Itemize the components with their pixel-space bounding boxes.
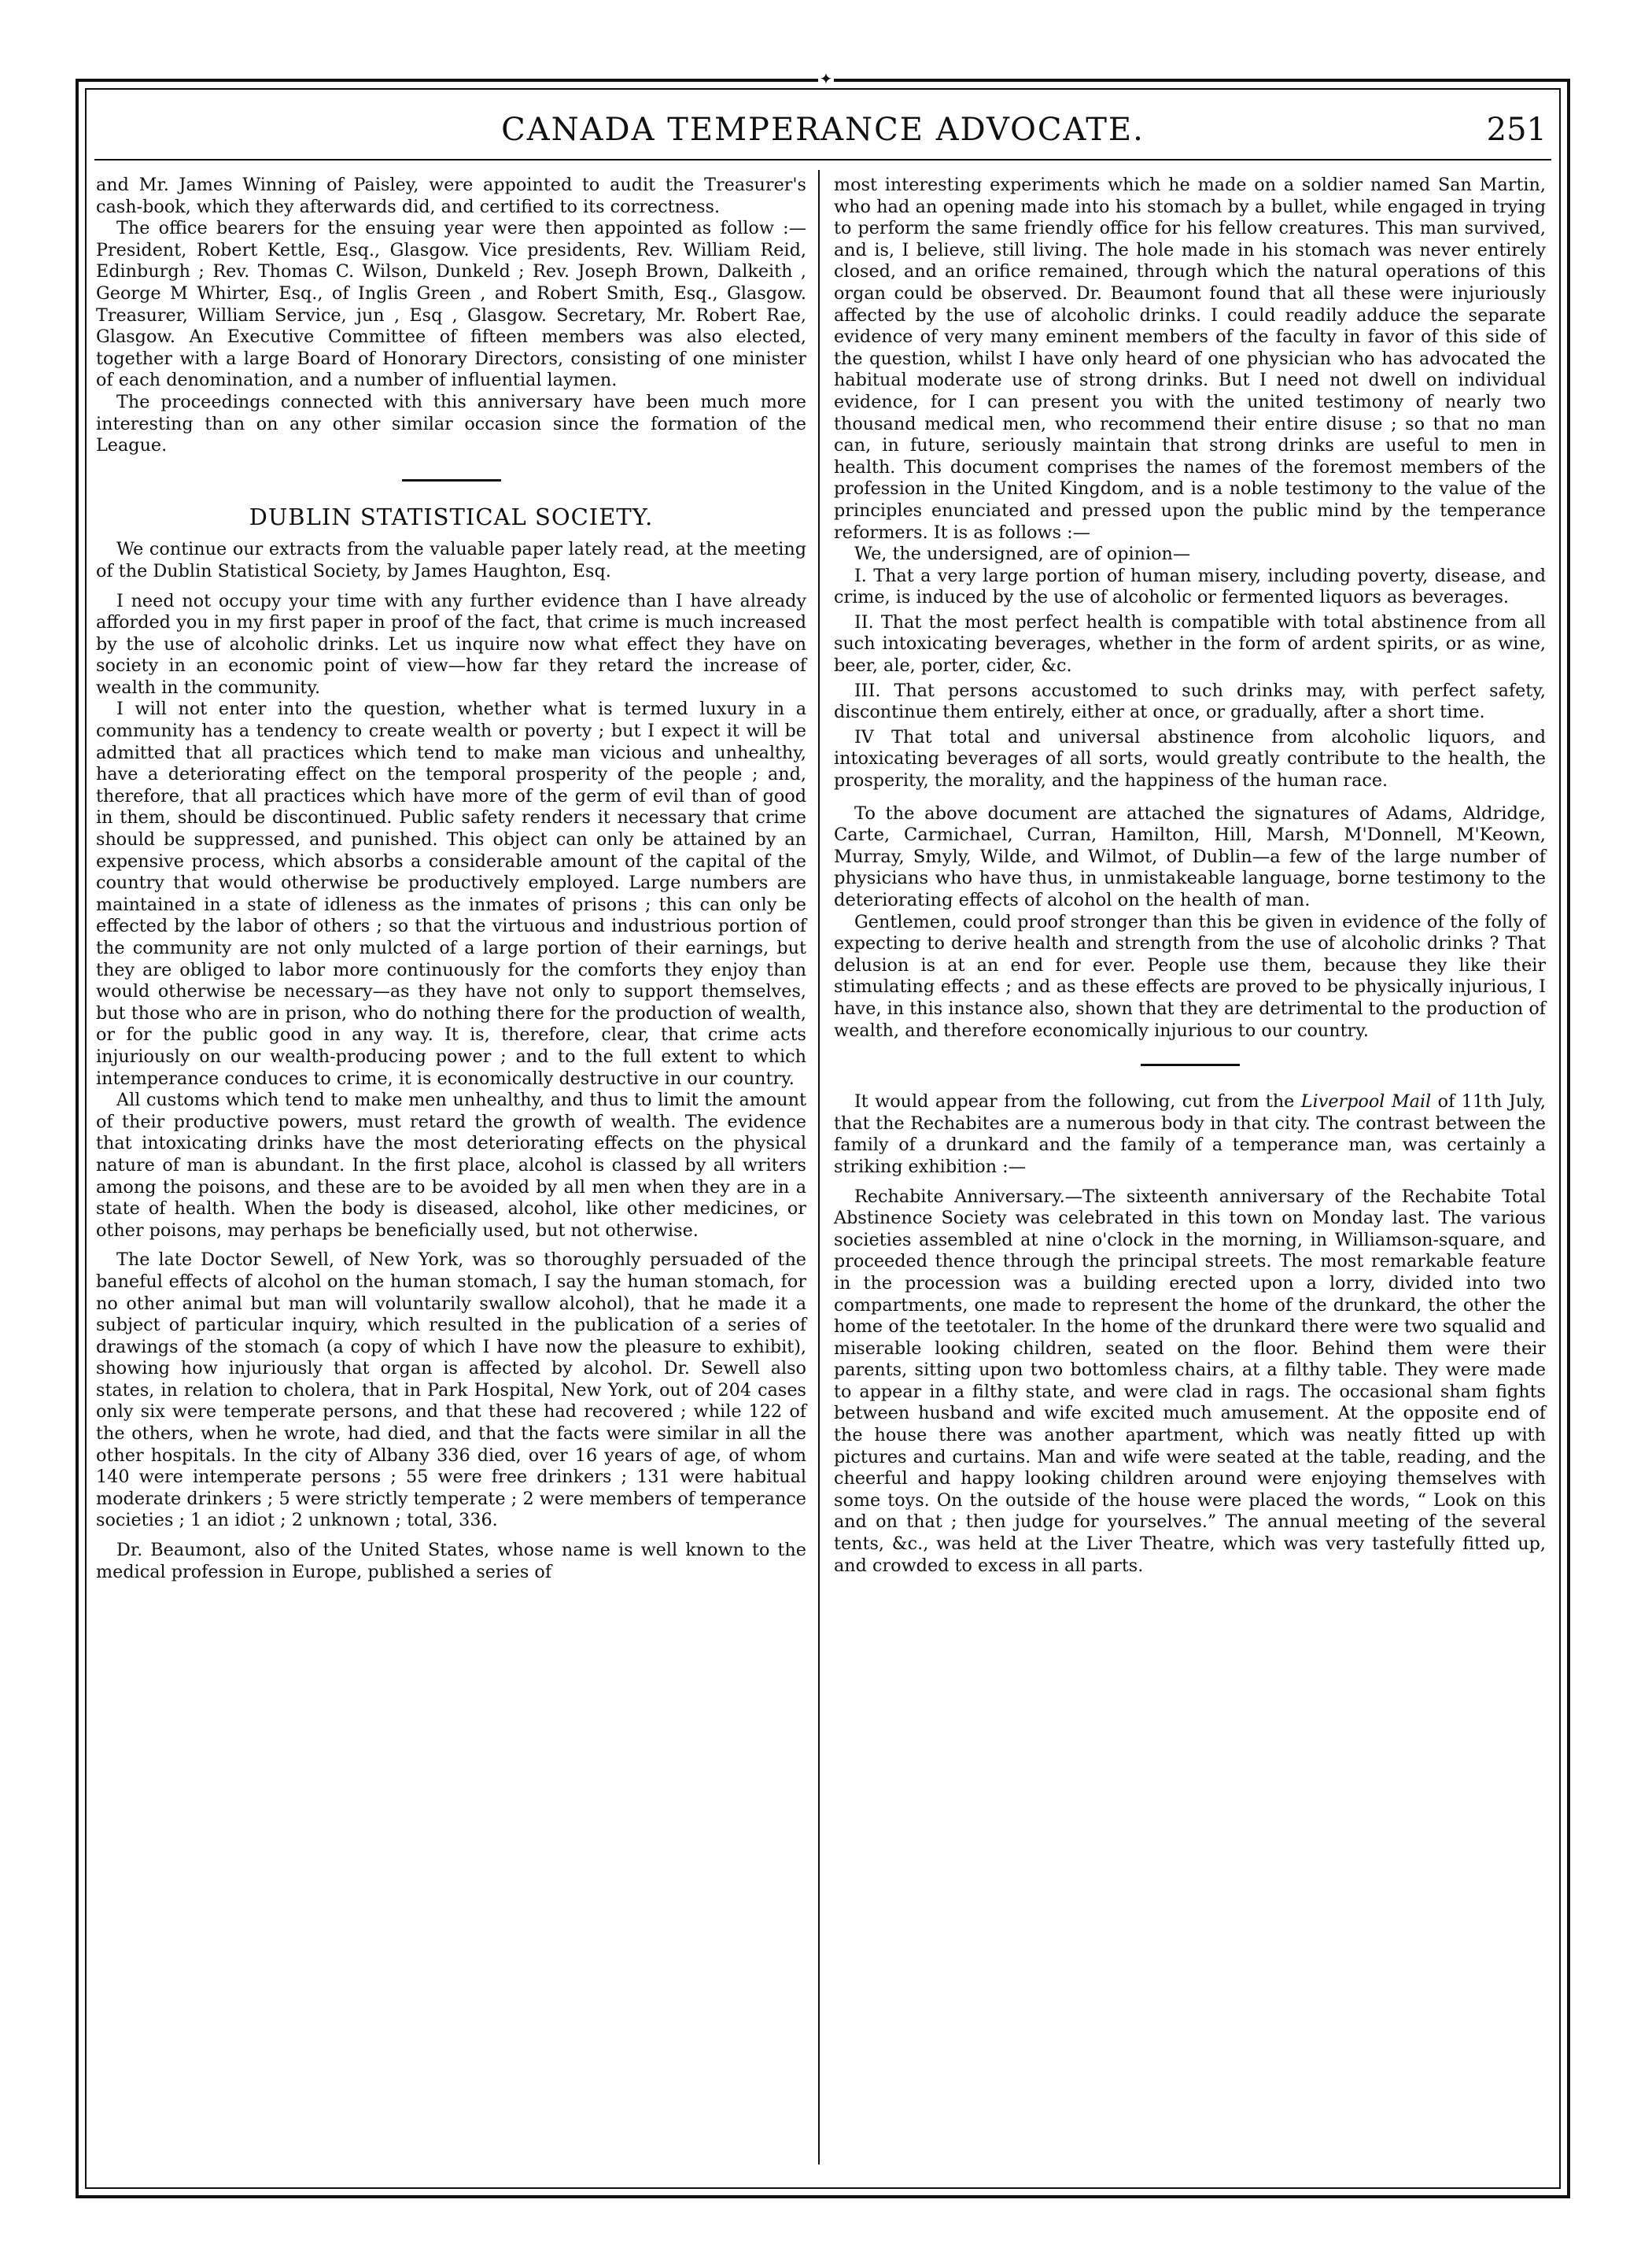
paragraph-text: It would appear from the following, cut from the — [854, 1091, 1301, 1113]
section-rule — [402, 479, 501, 482]
paragraph: We, the undersigned, are of opinion— — [854, 544, 1191, 565]
column-divider — [818, 170, 820, 2165]
paragraph: Rechabite Anniversary.—The sixteenth anniversary of the Rechabite Total Abstinence Society was celebrated in this town on Monday last. The various societies assembled at nine o'clock in the morning, in Williamson-square, and proceeded thence through the principal streets. The most remarkable feature in the procession was a building erected upon a lorry, divided into two compartments, one made to represent the home of the drunkard, the other the home of the teetotaler. In the home of the drunkard there were two squalid and miserable looking children, seated on the floor. Behind them were their parents, sitting upon two bottomless chairs, at a filthy table. They were made to appear in a filthy state, and were clad in rags. The occasional sham fights between husband and wife excited much amusement. At the opposite end of the house there was another apartment, which was neatly fitted up with pictures and curtains. Man and wife were seated at the table, reading, and the cheerful and happy looking children around were enjoying themselves with some toys. On the outside of the house were placed the words, “ Look on this and on that ; then judge for yourselves.” The annual meeting of the several tents, &c., was held at the Liver Theatre, which was very tastefully fitted up, and crowded to excess in all parts. — [834, 1186, 1546, 1576]
paragraph: and Mr. James Winning of Paisley, were appointed to audit the Treasurer's cash-book, which they afterwards did, and certified to its correctness. — [96, 175, 806, 217]
border-ornament-icon: ✦ — [819, 69, 833, 88]
resolution-item: III. That persons accustomed to such drinks may, with perfect safety, discontinue them entirely, either at once, or gradually, after a short time. — [834, 680, 1546, 723]
page-number: 251 — [1486, 112, 1547, 148]
resolution-item: I. That a very large portion of human misery, including poverty, disease, and crime, is induced by the use of alcoholic or fermented liquors as beverages. — [834, 565, 1546, 608]
paragraph: Dr. Beaumont, also of the United States, whose name is well known to the medical profession in Europe, published a series of — [96, 1540, 806, 1582]
paragraph: We continue our extracts from the valuable paper lately read, at the meeting of the Dublin Statistical Society, by James Haughton, Esq. — [96, 539, 806, 581]
paragraph: I will not enter into the question, whether what is termed luxury in a community has a tendency to create wealth or poverty ; but I expect it will be admitted that all practices which tend to make man vicious and unhealthy, have a deteriorating effect on the temporal prosperity of the people ; and, therefore, that all practices which have more of the germ of evil than of good in them, should be discontinued. Public safety renders it necessary that crime should be suppressed, and punished. This object can only be attained by an expensive process, which absorbs a considerable amount of the capital of the country that would otherwise be productively employed. Large numbers are maintained in a state of idleness as the inmates of prisons ; this can only be effected by the labor of others ; so that the virtuous and industrious portion of the community are not only mulcted of a large portion of their earnings, but they are obliged to labor more continuously for the comforts they enjoy than would otherwise be necessary—as they have not only to support themselves, but those who are in prison, who do nothing there for the production of wealth, or for the public good in any way. It is, therefore, clear, that crime acts injuriously on our wealth-producing power ; and to the full extent to which intemperance conduces to crime, it is economically destructive in our country. — [96, 699, 806, 1089]
paragraph: Gentlemen, could proof stronger than this be given in evidence of the folly of expecting to derive health and strength from the use of alcoholic drinks ? That delusion is at an end for ever. People use them, because they like their stimulating effects ; and as these effects are proved to be physically injurious, I have, in this instance also, shown that they are detrimental to the production of wealth, and therefore economically injurious to our country. — [834, 911, 1546, 1041]
paragraph: All customs which tend to make men unhealthy, and thus to limit the amount of their productive powers, must retard the growth of wealth. The evidence that intoxicating drinks have the most deteriorating effects on the physical nature of man is abundant. In the first place, alcohol is classed by all writers among the poisons, and these are to be avoided by all men when they are in a state of health. When the body is diseased, alcohol, like other medicines, or other poisons, may perhaps be beneficially used, but not otherwise. — [96, 1090, 806, 1241]
paragraph: To the above document are attached the signatures of Adams, Aldridge, Carte, Carmichael, Curran, Hamilton, Hill, Marsh, M'Donnell, M'Keown, Murray, Smyly, Wilde, and Wilmot, of Dublin—a few of the large number of physicians who have thus, in unmistakeable language, borne testimony to the deteriorating effects of alcohol on the health of man. — [834, 803, 1546, 910]
resolution-item: IV That total and universal abstinence from alcoholic liquors, and intoxicating beverages of all sorts, would greatly contribute to the health, the prosperity, the morality, and the happiness of the human race. — [834, 726, 1546, 792]
left-column — [96, 175, 806, 1583]
right-column — [834, 175, 1546, 1577]
paragraph: most interesting experiments which he made on a soldier named San Martin, who had an opening made into his stomach by a bullet, while engaged in trying to perform the same friendly office for his fellow creatures. This man survived, and is, I believe, still living. The hole made in his stomach was never entirely closed, and an orifice remained, through which the natural operations of this organ could be observed. Dr. Beaumont found that all these were injuriously affected by the use of alcoholic drinks. I could readily adduce the separate evidence of very many eminent members of the faculty in favor of this side of the question, whilst I have only heard of one physician who has advocated the habitual moderate use of strong drinks. But I need not dwell on individual evidence, for I can present you with the united testimony of nearly two thousand medical men, who recommend their entire disuse ; so that no man can, in future, seriously maintain that strong drinks are useful to men in health. This document comprises the names of the foremost members of the profession in the United Kingdom, and is a noble testimony to the value of the principles enunciated and pressed upon the public mind by the temperance reformers. It is as follows :— — [834, 175, 1546, 543]
newspaper-title: Liverpool Mail — [1300, 1091, 1432, 1113]
section-heading: DUBLIN STATISTICAL SOCIETY. — [249, 503, 654, 530]
paragraph: The late Doctor Sewell, of New York, was so thoroughly persuaded of the baneful effects of alcohol on the human stomach, I say the human stomach, for no other animal but man will voluntarily swallow alcohol), that he made it a subject of particular inquiry, which resulted in the publication of a series of drawings of the stomach (a copy of which I have now the pleasure to exhibit), showing how injuriously that organ is affected by alcohol. Dr. Sewell also states, in relation to cholera, that in Park Hospital, New York, out of 204 cases only six were temperate persons, and that these had recovered ; while 122 of the others, when he wrote, had died, and that the facts were similar in all the other hospitals. In the city of Albany 336 died, over 16 years of age, of whom 140 were intemperate persons ; 55 were free drinkers ; 131 were habitual moderate drinkers ; 5 were strictly temperate ; 2 were members of temperance societies ; 1 an idiot ; 2 unknown ; total, 336. — [96, 1249, 806, 1531]
paragraph: I need not occupy your time with any further evidence than I have already afforded you in my first paper in proof of the fact, that crime is much increased by the use of alcoholic drinks. Let us inquire now what effect they have on society in an economic point of view—how far they retard the increase of wealth in the community. — [96, 590, 806, 698]
page-header — [94, 104, 1551, 161]
paragraph: The proceedings connected with this anniversary have been much more interesting than on any other similar occasion since the formation of the League. — [96, 391, 806, 456]
resolution-item: II. That the most perfect health is compatible with total abstinence from all such intoxicating beverages, whether in the form of ardent spirits, or as wine, beer, ale, porter, cider, &c. — [834, 611, 1546, 677]
journal-title: CANADA TEMPERANCE ADVOCATE. — [501, 112, 1145, 148]
section-rule — [1141, 1064, 1240, 1066]
paragraph-text: of 11th July, that the Rechabites are a numerous body in that city. The contrast between the family of a drunkard and the family of a temperance man, was certainly a striking exhibition :— — [834, 1091, 1546, 1177]
paragraph — [834, 1091, 1546, 1178]
paragraph: The office bearers for the ensuing year were then appointed as follow :—President, Robert Kettle, Esq., Glasgow. Vice presidents, Rev. William Reid, Edinburgh ; Rev. Thomas C. Wilson, Dunkeld ; Rev. Joseph Brown, Dalkeith , George M Whirter, Esq., of Inglis Green , and Robert Smith, Esq., Glasgow. Treasurer, William Service, jun , Esq , Glasgow. Secretary, Mr. Robert Rae, Glasgow. An Executive Committee of fifteen members was also elected, together with a large Board of Honorary Directors, consisting of one minister of each denomination, and a number of influential laymen. — [96, 218, 806, 391]
